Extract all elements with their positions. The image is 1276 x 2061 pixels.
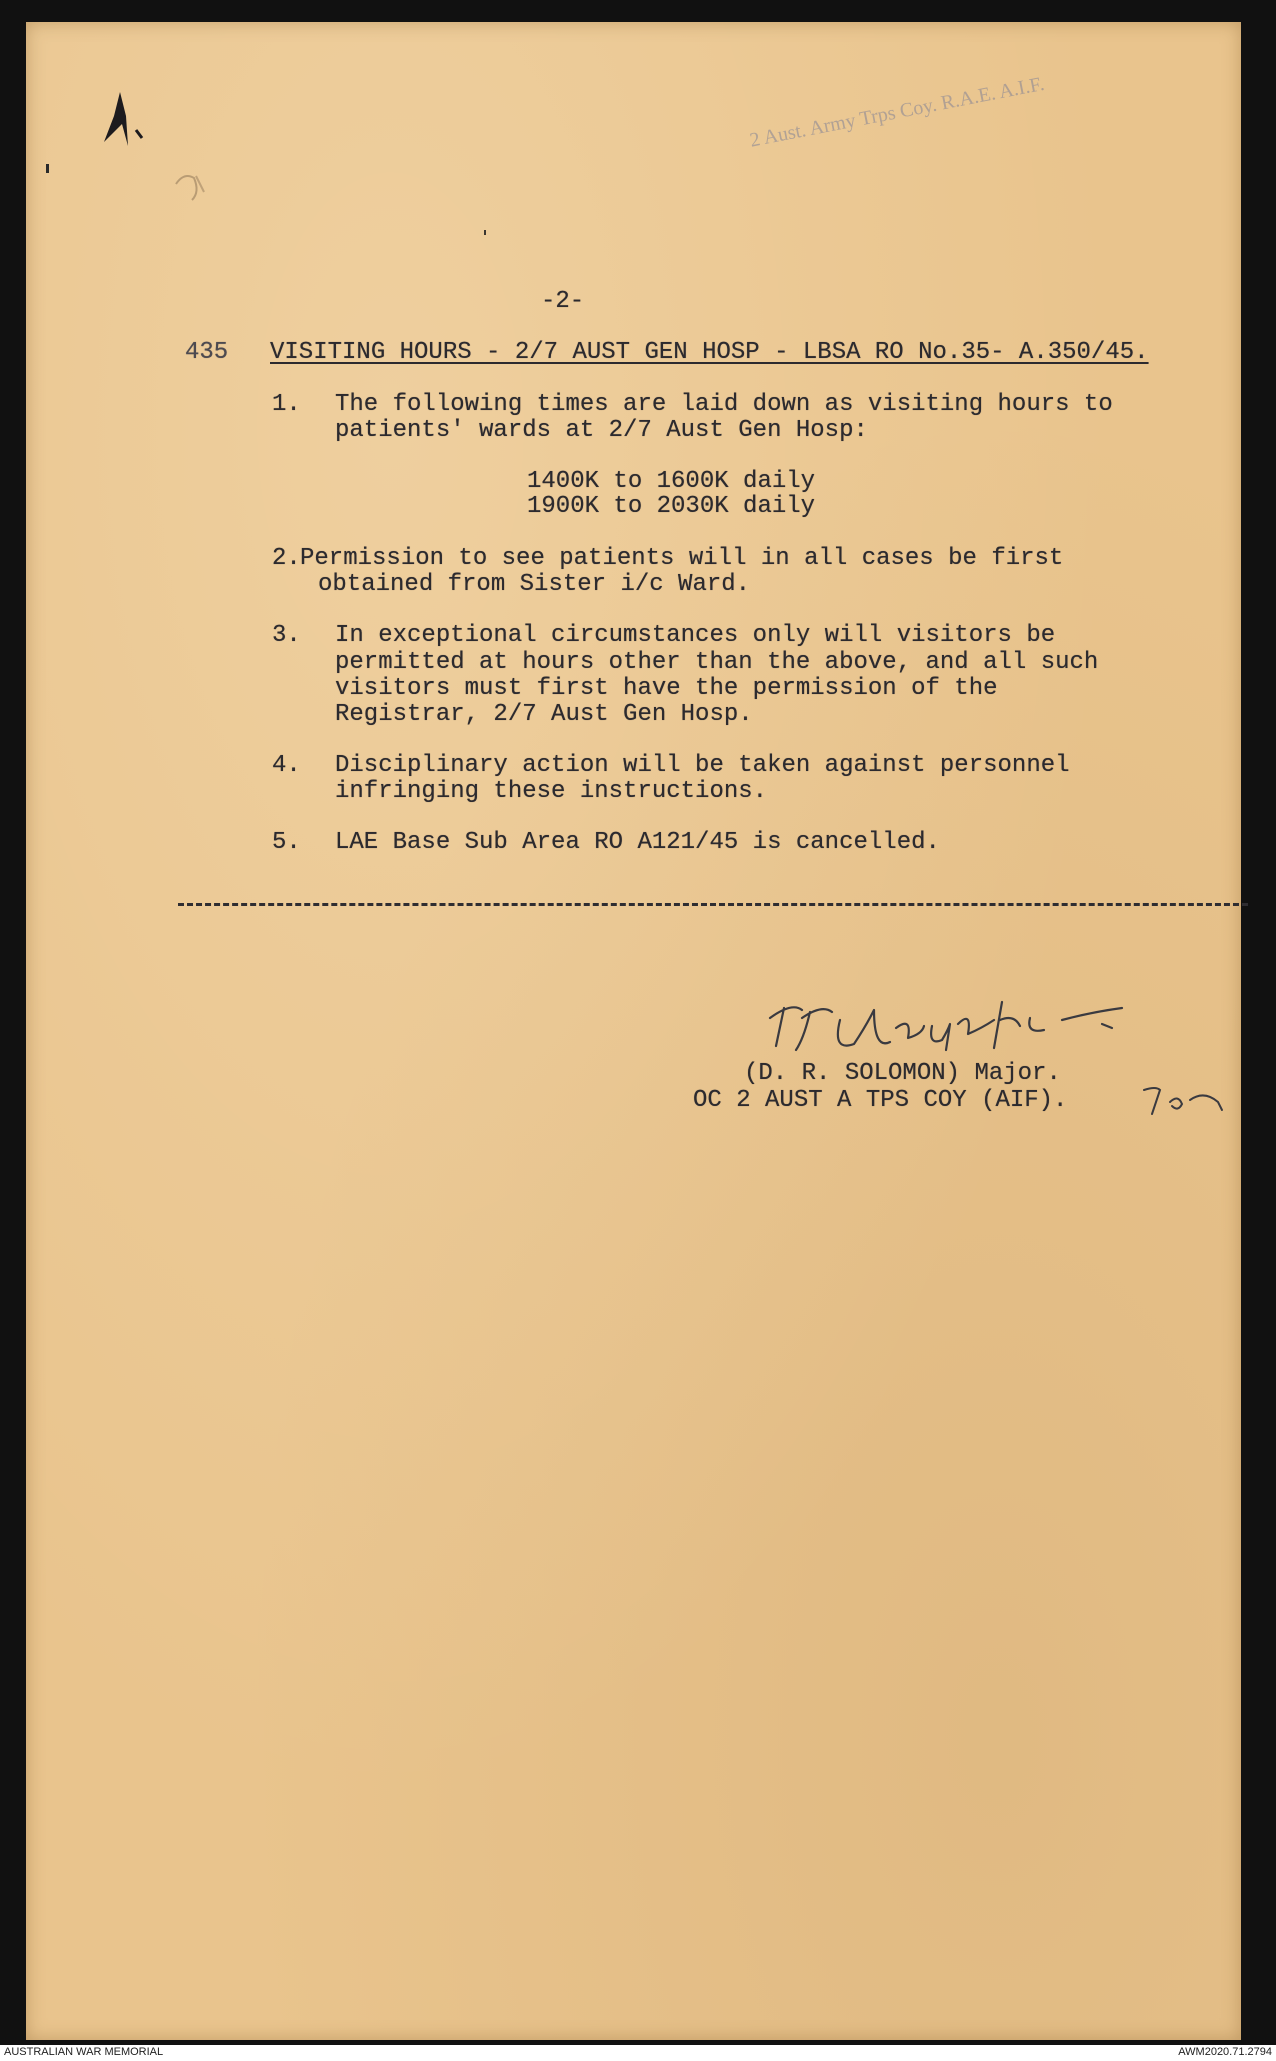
unit-stamp: 2 Aust. Army Trps Coy. R.A.E. A.I.F. (748, 72, 1047, 152)
paragraph-number: 3. (272, 622, 301, 649)
handwritten-signature (762, 990, 1162, 1070)
paragraph-line: permitted at hours other than the above, and all such (335, 649, 1099, 676)
section-divider (178, 903, 1248, 906)
paragraph-line: patients' wards at 2/7 Aust Gen Hosp: (335, 417, 868, 444)
paragraph-line: LAE Base Sub Area RO A121/45 is cancelled. (335, 829, 940, 856)
paragraph-number: 1. (272, 391, 301, 418)
signatory-unit: OC 2 AUST A TPS COY (AIF). (693, 1087, 1068, 1114)
archive-footer (0, 2045, 1276, 2061)
paragraph-line: Registrar, 2/7 Aust Gen Hosp. (335, 701, 753, 728)
paragraph-line: infringing these instructions. (335, 778, 768, 805)
paragraph-line: Disciplinary action will be taken against personnel (335, 752, 1070, 779)
paragraph-line: In exceptional circumstances only will visitors be (335, 622, 1056, 649)
signatory-name: (D. R. SOLOMON) Major. (744, 1060, 1061, 1087)
order-number: 435 (185, 339, 229, 366)
archive-reference: AWM2020.71.2794 (1178, 2046, 1272, 2058)
paragraph-line: Permission to see patients will in all cases be first (300, 545, 1064, 572)
visiting-time: 1400K to 1600K daily (527, 468, 816, 495)
ink-mark (92, 86, 162, 156)
page-number: -2- (541, 288, 585, 315)
paragraph-number: 2. (272, 545, 301, 572)
paragraph-line: visitors must first have the permission of the (335, 675, 998, 702)
handwritten-initials (1138, 1080, 1228, 1120)
ink-dot (46, 164, 49, 173)
paragraph-line: obtained from Sister i/c Ward. (318, 571, 751, 598)
order-heading: VISITING HOURS - 2/7 AUST GEN HOSP - LBSA RO No.35- A.350/45. (270, 339, 1149, 366)
paper-blemish (166, 162, 216, 212)
paragraph-number: 4. (272, 752, 301, 779)
visiting-time: 1900K to 2030K daily (527, 493, 816, 520)
archive-name: AUSTRALIAN WAR MEMORIAL (4, 2046, 164, 2058)
ink-dot (484, 230, 486, 235)
paragraph-number: 5. (272, 829, 301, 856)
paragraph-line: The following times are laid down as visiting hours to (335, 391, 1113, 418)
